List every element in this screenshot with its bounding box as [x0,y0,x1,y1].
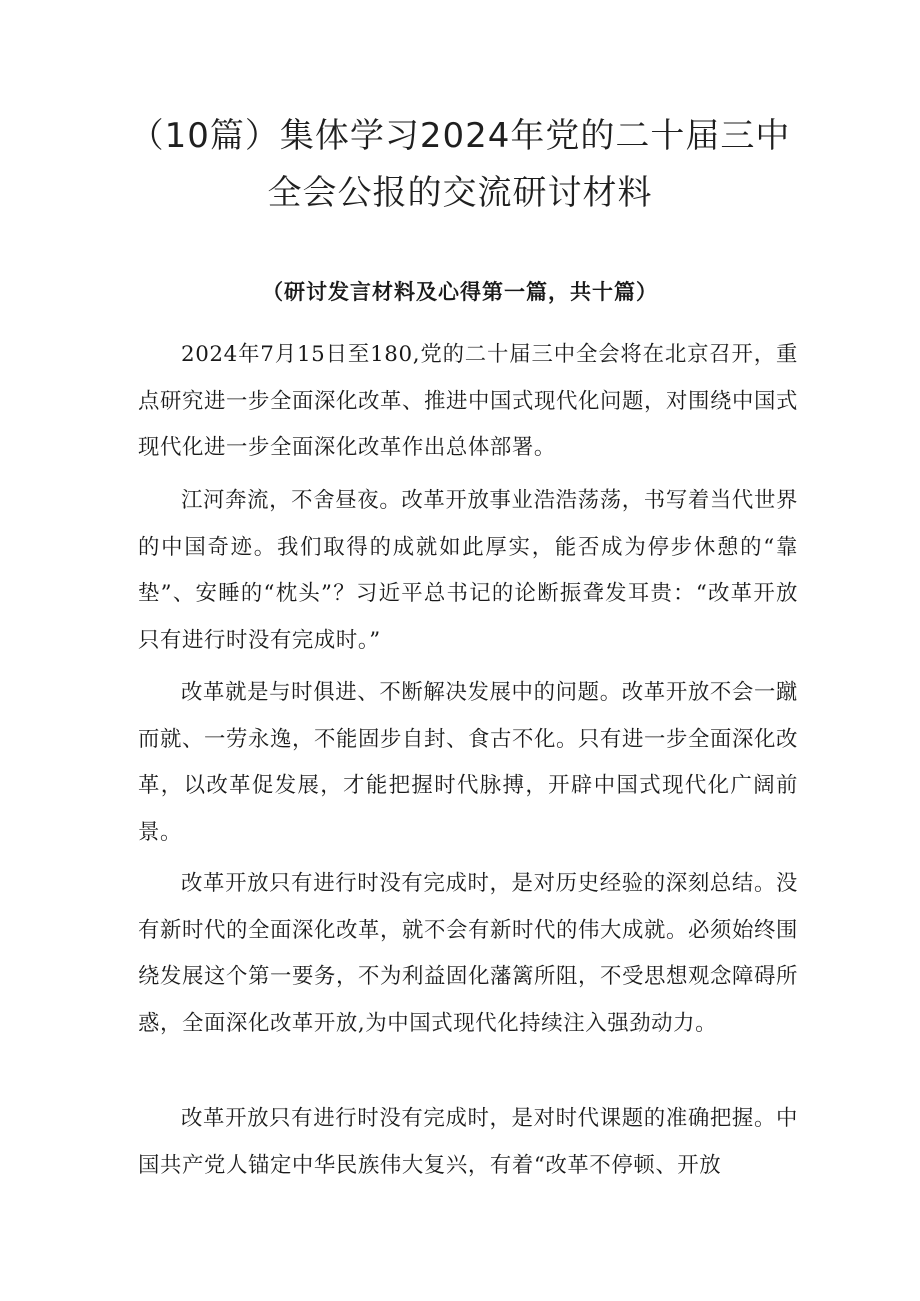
paragraph-5: 改革开放只有进行时没有完成时，是对时代课题的准确把握。中国共产党人锚定中华民族伟大复兴，有着“改革不停顿、开放 [138,1106,798,1178]
document-title [80,108,840,222]
title-line-2: 全会公报的交流研讨材料 [267,173,653,213]
paragraph-3: 改革就是与时俱进、不断解决发展中的问题。改革开放不会一蹴而就、一劳永逸，不能固步自封、食古不化。只有进一步全面深化改革，以改革促发展，才能把握时代脉搏，开辟中国式现代化广阔前景。 [138,680,798,845]
document-subtitle: （研讨发言材料及心得第一篇，共十篇） [262,280,658,304]
title-line-1: （10篇）集体学习2024年党的二十届三中 [129,116,791,156]
paragraph-4: 改革开放只有进行时没有完成时，是对历史经验的深刻总结。没有新时代的全面深化改革，就不会有新时代的伟大成就。必须始终围绕发展这个第一要务，不为利益固化藩篱所阻，不受思想观念障碍所惑，全面深化改革开放,为中国式现代化持续注入强劲动力。 [138,871,798,1036]
paragraph-1: 2024年7月15日至180,党的二十届三中全会将在北京召开，重点研究进一步全面深化改革、推进中国式现代化问题，对围绕中国式现代化进一步全面深化改革作出总体部署。 [138,342,798,460]
paragraph-2: 江河奔流，不舍昼夜。改革开放事业浩浩荡荡，书写着当代世界的中国奇迹。我们取得的成就如此厚实，能否成为停步休憩的“靠垫”、安睡的“枕头”？习近平总书记的论断振聋发耳贵：“改革开放只有进行时没有完成时。” [138,488,798,653]
